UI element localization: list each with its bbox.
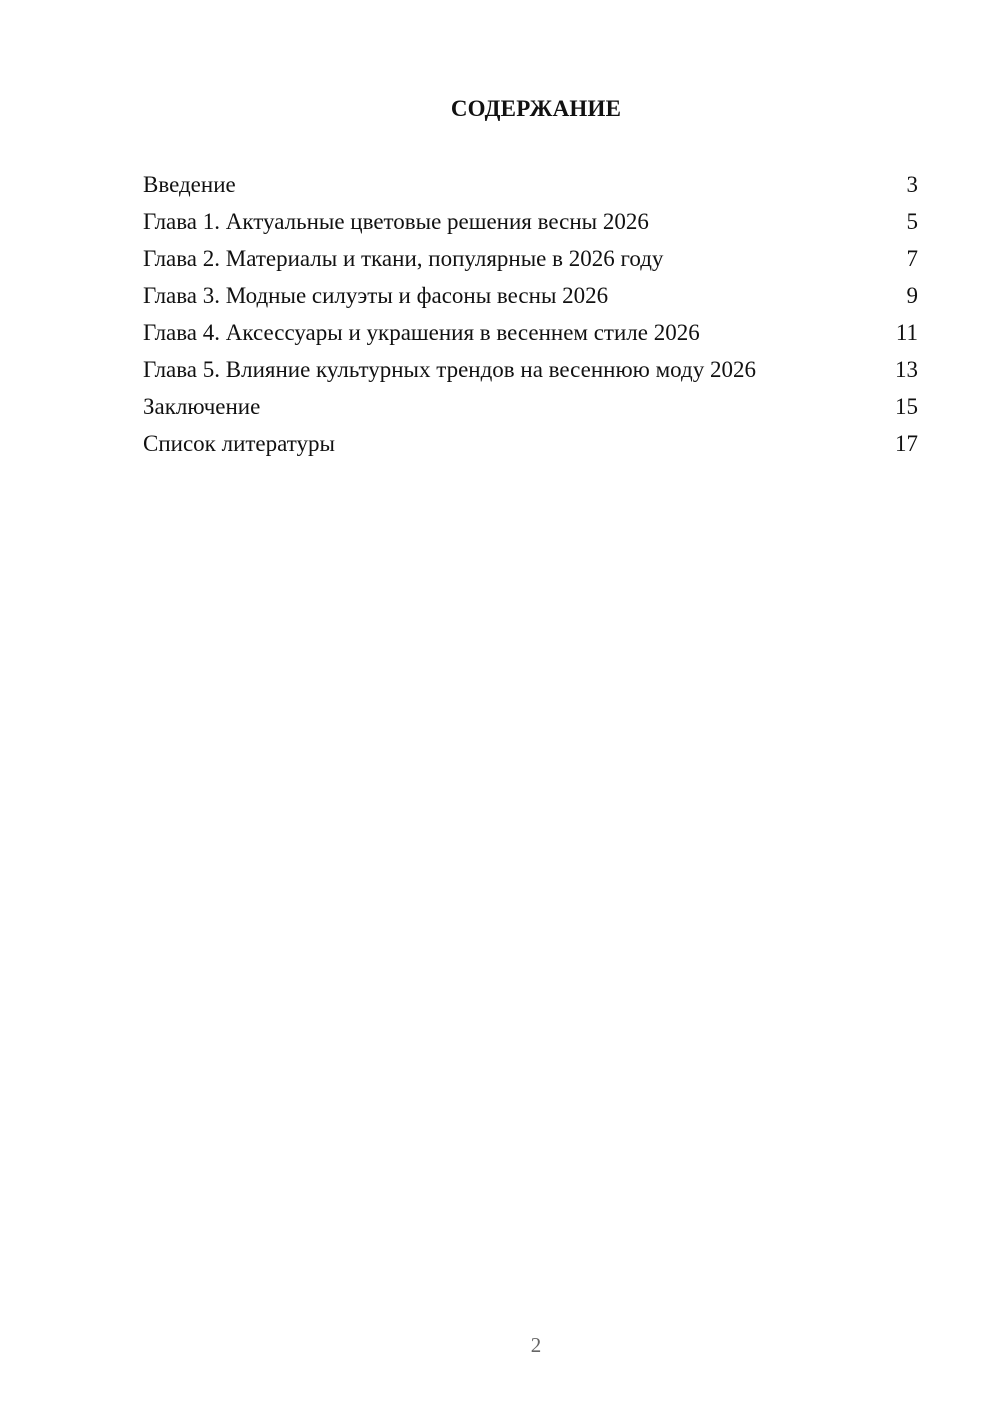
toc-item-chapter-3 [143,279,918,316]
toc-item-label: Список литературы [143,431,335,456]
toc-item-page: 9 [906,283,918,308]
toc-item-chapter-5 [143,353,918,390]
toc-item-page: 3 [906,172,918,197]
toc-item-label: Введение [143,172,236,197]
toc-item-label: Глава 5. Влияние культурных трендов на весеннюю моду 2026 [143,357,756,382]
toc-item-page: 13 [895,357,918,382]
toc-item-label: Глава 3. Модные силуэты и фасоны весны 2026 [143,283,609,308]
toc-item-chapter-4 [143,316,918,353]
toc-item-page: 15 [895,394,918,419]
toc-item-label: Глава 1. Актуальные цветовые решения весны 2026 [143,209,649,234]
toc-item-conclusion [143,390,918,427]
toc-item-references [143,427,918,464]
toc-item-page: 7 [906,246,918,271]
toc-item-introduction [143,168,918,205]
toc-item-label: Глава 2. Материалы и ткани, популярные в 2026 году [143,246,664,271]
page-title: СОДЕРЖАНИЕ [450,96,622,121]
toc-item-page: 5 [906,209,918,234]
toc-item-page: 11 [895,320,918,345]
toc-item-label: Глава 4. Аксессуары и украшения в весеннем стиле 2026 [143,320,700,345]
toc-item-chapter-1 [143,205,918,242]
page-number: 2 [530,1333,542,1357]
toc-item-chapter-2 [143,242,918,279]
toc-item-page: 17 [895,431,918,456]
toc-item-label: Заключение [143,394,261,419]
table-of-contents [143,168,918,464]
